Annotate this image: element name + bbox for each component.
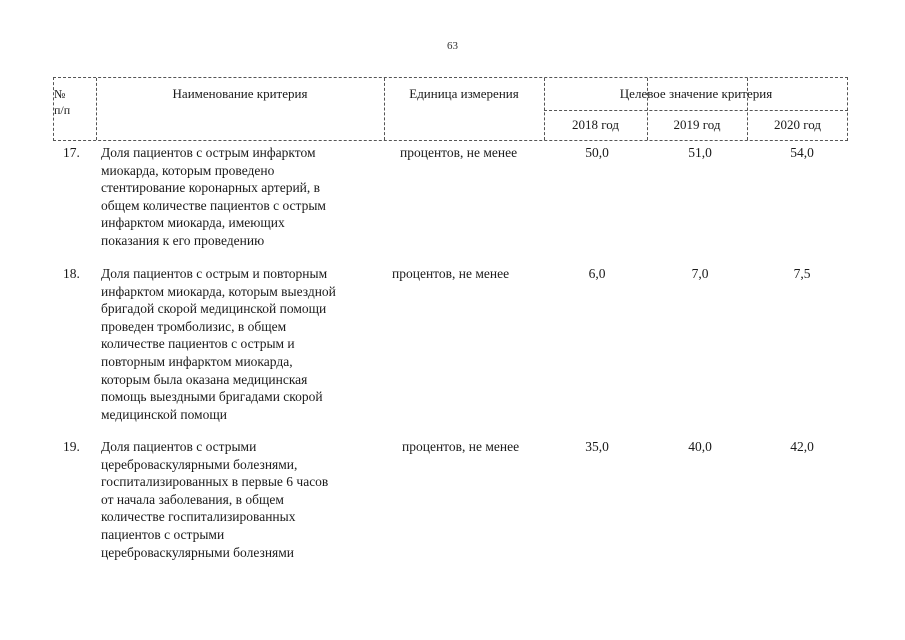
criterion-name-line: Доля пациентов с острыми	[101, 439, 257, 454]
criterion-name-line: миокарда, которым проведено	[101, 162, 275, 178]
row-number: 19.	[63, 439, 80, 454]
row-number: 18.	[63, 266, 80, 281]
criterion-name-line: количестве пациентов с острым и	[101, 336, 295, 352]
criterion-name-line: от начала заболевания, в общем	[101, 491, 284, 507]
criterion-name-line: цереброваскулярными болезнями	[101, 544, 295, 560]
criterion-name	[101, 265, 385, 423]
criterion-name-line: Доля пациентов с острым и повторным	[101, 266, 328, 281]
value-2018: 35,0	[585, 439, 609, 454]
criterion-name	[101, 438, 385, 561]
criterion-name-line: общем количестве пациентов с острым	[101, 197, 326, 213]
header-number	[54, 78, 96, 140]
value-2020: 54,0	[790, 145, 814, 160]
unit-value: процентов, не менее	[400, 145, 518, 160]
value-2020: 7,5	[793, 266, 811, 281]
value-2020: 42,0	[790, 439, 814, 454]
criterion-name-line: инфарктом миокарда, которым выездной	[101, 283, 336, 299]
header-year-2019: 2019 год	[673, 117, 721, 132]
value-2019: 51,0	[688, 145, 712, 160]
table-header	[53, 77, 848, 141]
header-criterion-name: Наименование критерия	[172, 86, 308, 101]
unit-value: процентов, не менее	[392, 266, 510, 281]
criterion-name-line: помощь выездными бригадами скорой	[101, 389, 323, 405]
criterion-name-line: количестве госпитализированных	[101, 509, 296, 525]
criterion-name-line: проведен тромболизис, в общем	[101, 318, 287, 334]
criterion-name-line: показания к его проведению	[101, 232, 265, 248]
unit-value: процентов, не менее	[402, 439, 520, 454]
criterion-name-line: медицинской помощи	[101, 406, 227, 422]
criterion-name	[101, 144, 385, 250]
value-2018: 50,0	[585, 145, 609, 160]
criterion-name-line: госпитализированных в первые 6 часов	[101, 474, 329, 490]
criterion-name-line: пациентов с острыми	[101, 526, 225, 542]
header-year-2020: 2020 год	[774, 117, 821, 132]
criterion-name-line: бригадой скорой медицинской помощи	[101, 301, 327, 317]
header-number-line1: №	[54, 87, 66, 101]
header-number-line2: п/п	[54, 103, 71, 117]
criterion-name-line: стентирование коронарных артерий, в	[101, 180, 321, 196]
page-number: 63	[447, 40, 458, 52]
value-2018: 6,0	[588, 266, 606, 281]
criterion-name-line: цереброваскулярными болезнями,	[101, 456, 298, 472]
header-year-2018: 2018 год	[572, 117, 619, 132]
criterion-name-line: повторным инфарктом миокарда,	[101, 353, 293, 369]
row-number: 17.	[63, 145, 80, 160]
criterion-name-line: инфарктом миокарда, имеющих	[101, 215, 285, 231]
criterion-name-line: которым была оказана медицинская	[101, 371, 308, 387]
value-2019: 40,0	[688, 439, 712, 454]
value-2019: 7,0	[691, 266, 709, 281]
criterion-name-line: Доля пациентов с острым инфарктом	[101, 145, 316, 160]
header-unit: Единица измерения	[409, 86, 519, 101]
header-target-value: Целевое значение критерия	[619, 86, 773, 101]
